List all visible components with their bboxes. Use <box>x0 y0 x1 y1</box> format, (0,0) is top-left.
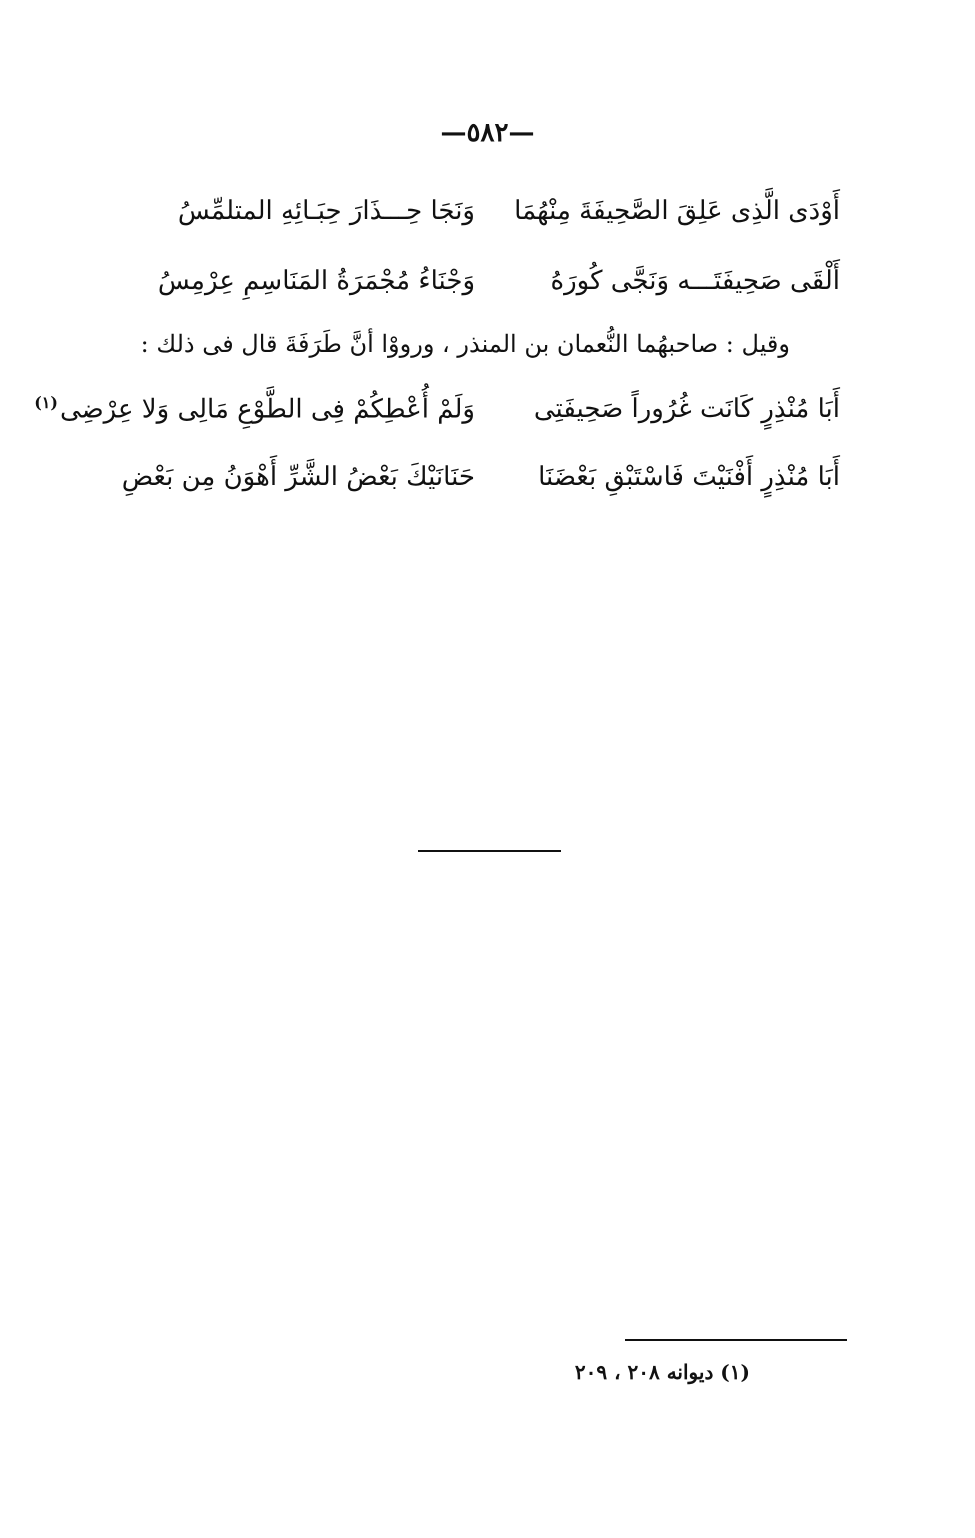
verse-1-first-hemistich: أَوْدَى الَّذِى عَلِقَ الصَّحِيفَةَ مِنْهُمَا <box>514 196 840 226</box>
footnote: (١) ديوانه ٢٠٨ ، ٢٠٩ <box>574 1360 750 1384</box>
verse-3-second-hemistich <box>34 393 475 425</box>
verse-line-4 <box>121 452 840 502</box>
verse-3-first-hemistich: أَبَا مُنْذِرٍ كَانَت غُرُوراً صَحِيفَتِى <box>533 394 840 424</box>
page-number: —٥٨٢— <box>440 118 535 148</box>
verse-3-second-text: وَلَمْ أُعْطِكُمْ فِى الطَّوْعِ مَالِى وَلا عِرْضِى <box>59 394 475 425</box>
verse-4-second-hemistich: حَنَانَيْكَ بَعْضُ الشَّرِّ أَهْوَنُ مِن بَعْضِ <box>121 462 475 492</box>
footnote-divider <box>625 1339 847 1341</box>
verse-2-first-hemistich: أَلْقَى صَحِيفَتَـــه وَنَجَّى كُورَهُ <box>550 266 840 296</box>
verse-2-second-hemistich: وَجْنَاءُ مُجْمَرَةُ المَنَاسِمِ عِرْمِسُ <box>157 266 475 296</box>
verse-line-2 <box>130 256 840 306</box>
verse-line-3 <box>34 384 840 434</box>
footnote-marker: (١) <box>34 393 58 413</box>
verse-4-first-hemistich: أَبَا مُنْذِرٍ أَفْنَيْتَ فَاسْتَبْقِ بَعْضَنَا <box>538 462 840 492</box>
verse-1-second-hemistich: وَنَجَا حِـــذَارَ حِبَـائِهِ المتلمِّسُ <box>177 196 475 226</box>
verse-line-1 <box>130 186 840 236</box>
prose-line: وقيل : صاحبهُما النُّعمان بن المنذر ، ورووْا أنَّ طَرَفَةَ قال فى ذلك : <box>140 330 790 358</box>
section-divider <box>418 850 561 852</box>
